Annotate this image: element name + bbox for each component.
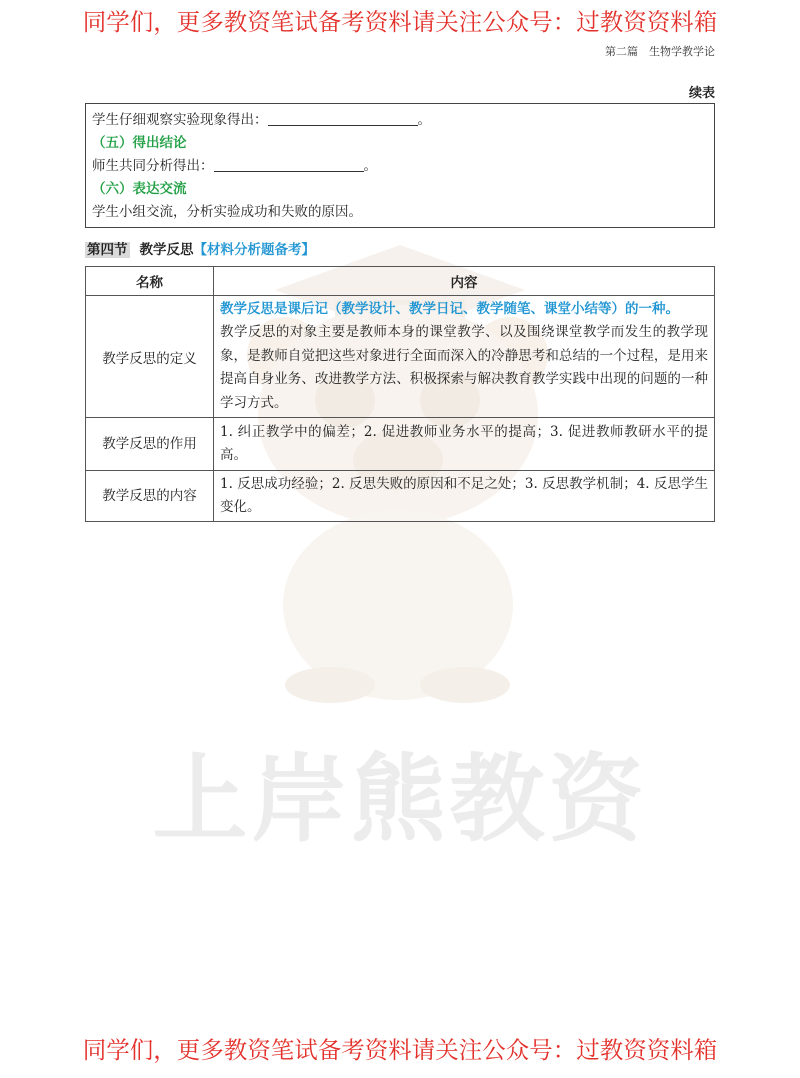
row-content-function: 1. 纠正教学中的偏差；2. 促进教师业务水平的提高；3. 促进教师教研水平的提高。 — [214, 418, 715, 471]
row-content-definition — [214, 296, 715, 418]
observe-line — [92, 109, 714, 132]
table-row — [86, 418, 715, 471]
observe-blank — [268, 111, 418, 126]
bottom-promo-banner: 同学们，更多教资笔试备考资料请关注公众号：过教资资料箱 — [82, 1036, 718, 1064]
table-row — [86, 471, 715, 522]
teaching-reflection-table — [85, 266, 715, 522]
table-header-row — [86, 267, 715, 296]
section-heading — [85, 240, 315, 260]
section-tag: 【材料分析题备考】 — [193, 242, 315, 258]
bear-right-foot — [420, 667, 510, 703]
continued-table-box — [85, 103, 715, 228]
analyze-suffix: 。 — [363, 158, 377, 174]
top-promo-banner: 同学们，更多教资笔试备考资料请关注公众号：过教资资料箱 — [82, 8, 718, 36]
definition-body: 教学反思的对象主要是教师本身的课堂教学、以及围绕课堂教学而发生的教学现象，是教师自觉把这些对象进行全面而深入的冷静思考和总结的一个过程，是用来提高自身业务、改进教学方法、积极探索与解决教育教学实践中出现的问题的一种学习方式。 — [220, 324, 708, 411]
section-number: 第四节 — [87, 242, 128, 258]
running-header-title: 第二篇 生物学教学论 — [605, 45, 715, 58]
step6-heading: （六）表达交流 — [92, 181, 187, 197]
definition-highlight: 教学反思是课后记（教学设计、教学日记、教学随笔、课堂小结等）的一种。 — [220, 300, 679, 317]
row-name-definition: 教学反思的定义 — [86, 296, 214, 418]
analyze-line — [92, 155, 714, 178]
row-name-content: 教学反思的内容 — [86, 471, 214, 522]
bear-left-foot — [285, 667, 375, 703]
observe-prefix: 学生仔细观察实验现象得出： — [92, 112, 268, 128]
section-title: 教学反思 — [139, 242, 194, 258]
row-name-function: 教学反思的作用 — [86, 418, 214, 471]
observe-suffix: 。 — [417, 112, 431, 128]
column-header-content: 内容 — [214, 267, 715, 296]
table-row — [86, 296, 715, 418]
analyze-blank — [214, 157, 364, 172]
step5-heading: （五）得出结论 — [92, 135, 187, 151]
continued-table-label: 续表 — [688, 86, 715, 101]
analyze-prefix: 师生共同分析得出： — [92, 158, 214, 174]
watermark-text: 上岸熊教资 — [152, 745, 648, 855]
row-content-content: 1. 反思成功经验；2. 反思失败的原因和不足之处；3. 反思教学机制；4. 反思学生变化。 — [214, 471, 715, 522]
column-header-name: 名称 — [86, 267, 214, 296]
exchange-line: 学生小组交流，分析实验成功和失败的原因。 — [92, 204, 362, 220]
